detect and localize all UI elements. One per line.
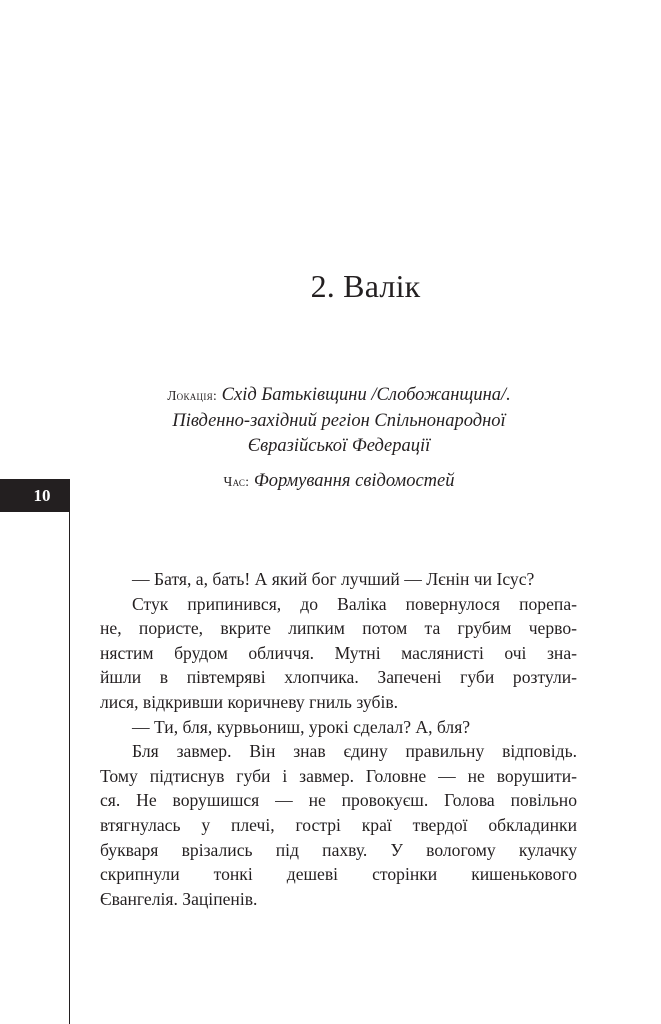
text-line: Тому підтиснув губи і завмер. Головне — не ворушити- [100, 765, 577, 786]
location-value-3: Євразійської Федерації [247, 436, 431, 456]
margin-rule [69, 479, 70, 1024]
location-line-1 [96, 383, 582, 409]
text-line: лися, відкривши коричневу гниль зубів. [100, 691, 399, 712]
chapter-metadata [96, 383, 582, 494]
text-line: Євангелія. Заціпенів. [100, 888, 258, 909]
text-line: йшли в півтемряві хлопчика. Запечені губи розтули- [100, 667, 577, 688]
text-line: нястим брудом обличчя. Мутні маслянисті очі зна- [100, 642, 577, 663]
text-line: втягнулась у плечі, гострі краї твердої обкладинки [100, 814, 577, 835]
location-value-2: Південно-західний регіон Спільнонародної [172, 410, 506, 431]
chapter-title: 2. Валік [310, 268, 421, 305]
location-label: Локація: [167, 388, 218, 403]
chapter-body-text [100, 567, 577, 911]
page-number: 10 [33, 485, 51, 505]
text-line: букваря врізались під пахву. У вологому кулачку [100, 839, 577, 860]
page-number-tab [0, 479, 70, 512]
time-value: Формування свідомостей [253, 470, 455, 491]
text-line: — Ти, бля, курвьониш, урокі сделал? А, бля? [132, 716, 471, 737]
text-line: не, пористе, вкрите липким потом та грубим черво- [100, 618, 577, 639]
time-label: Час: [223, 473, 250, 489]
location-line-2 [96, 409, 582, 435]
text-line: Бля завмер. Він знав єдину правильну відповідь. [132, 741, 577, 762]
text-line: скрипнули тонкі дешеві сторінки кишенькового [100, 864, 577, 885]
location-value-1: Схід Батьківщини /Слобожанщина/. [221, 385, 511, 405]
text-line: ся. Не ворушишся — не провокуєш. Голова повільно [100, 790, 577, 811]
location-line-3 [96, 434, 582, 460]
text-line: — Батя, а, бать! А який бог лучший — Лєнін чи Ісус? [132, 569, 535, 589]
text-line: Стук припинився, до Валіка повернулося порепа- [132, 593, 577, 614]
time-line [96, 469, 582, 495]
